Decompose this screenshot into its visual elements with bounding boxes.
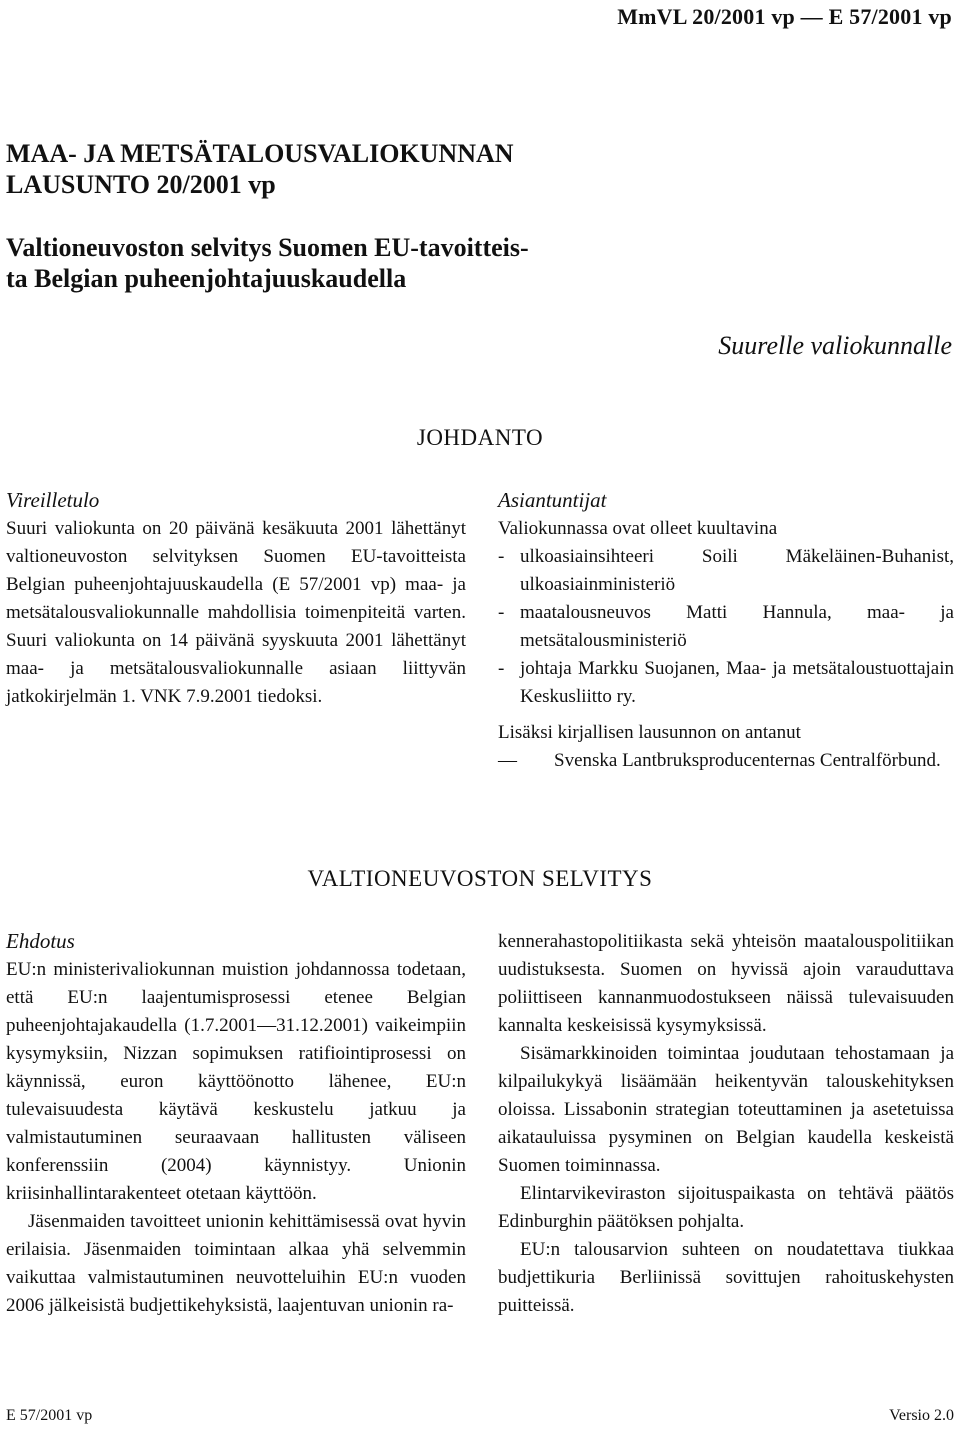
ehdotus-paragraph: Sisämarkkinoiden toimintaa joudutaan tehostamaan ja kilpailukykyä lisäämään heikentyvän talouskehityksen oloissa. Lissabonin strategian toteuttaminen ja asetetuissa aikatauluissa pysyminen on Belgian kaudella keskeistä Suomen toiminnassa. <box>498 1043 954 1176</box>
document-title-line-2: LAUSUNTO 20/2001 vp <box>6 170 276 199</box>
list-marker: - <box>498 546 505 567</box>
list-marker: — <box>498 750 517 771</box>
document-subtitle <box>6 232 906 294</box>
written-statement-text: Svenska Lantbruksproducenternas Centralförbund. <box>554 750 941 771</box>
expert-item <box>498 543 954 599</box>
selvitys-left-column <box>6 926 466 1320</box>
vireilletulo-paragraph: Suuri valiokunta on 20 päivänä kesäkuuta 2001 lähettänyt valtioneuvoston selvityksen Suomen EU-tavoitteista Belgian puheenjohtajuuskaudella (E 57/2001 vp) maa- ja metsätalousvaliokunnalle mahdollisia toimenpiteitä varten. Suuri valiokunta on 14 päivänä syyskuuta 2001 lähettänyt maa- ja metsätalousvaliokunnalle asiaan liittyvän jatkokirjelmän 1. VNK 7.9.2001 tiedoksi. <box>6 518 466 707</box>
asiantuntijat-intro: Valiokunnassa ovat olleet kuultavina <box>498 518 778 539</box>
ehdotus-paragraph: EU:n talousarvion suhteen on noudatettava tiukkaa budjettikuria Berliinissä sovittujen rahoituskehysten puitteissä. <box>498 1239 954 1316</box>
asiantuntijat-heading: Asiantuntijat <box>498 488 607 512</box>
list-marker: - <box>498 602 505 623</box>
ehdotus-paragraph: Elintarvikeviraston sijoituspaikasta on tehtävä päätös Edinburghin päätöksen pohjalta. <box>498 1183 954 1232</box>
addressee: Suurelle valiokunnalle <box>718 331 952 360</box>
expert-text: maatalousneuvos Matti Hannula, maa- ja metsätalousministeriö <box>520 602 954 651</box>
document-title-line-1: MAA- JA METSÄTALOUSVALIOKUNNAN <box>6 139 514 168</box>
johdanto-left-column <box>6 485 466 711</box>
document-subtitle-line-1: Valtioneuvoston selvitys Suomen EU-tavoitteis- <box>6 233 529 262</box>
ehdotus-heading: Ehdotus <box>6 929 75 953</box>
list-marker: - <box>498 658 505 679</box>
section-heading-johdanto: JOHDANTO <box>416 425 544 450</box>
selvitys-right-column <box>498 928 954 1320</box>
expert-text: ulkoasiainsihteeri Soili Mäkeläinen-Buhanist, ulkoasiainministeriö <box>520 546 954 595</box>
ehdotus-paragraph: EU:n ministerivaliokunnan muistion johdannossa todetaan, että EU:n laajentumisprosessi etenee Belgian puheenjohtajakaudella (1.7.2001—31.12.2001) vaikeimpiin kysymyksiin, Nizzan sopimuksen ratifiointiprosessi on käynnissä, euron käyttöönotto lähenee, EU:n tulevaisuudesta käytävä keskustelu jatkuu ja valmistautuminen seuraavaan hallitusten väliseen konferenssiin (2004) käynnistyy. Unionin kriisinhallintarakenteet otetaan käyttöön. <box>6 959 466 1204</box>
document-title <box>6 138 906 200</box>
expert-item <box>498 655 954 711</box>
vireilletulo-heading: Vireilletulo <box>6 488 100 512</box>
written-statement-item <box>498 747 954 775</box>
document-subtitle-line-2: ta Belgian puheenjohtajuuskaudella <box>6 264 407 293</box>
footer-version: Versio 2.0 <box>889 1407 954 1424</box>
footer-doc-ref: E 57/2001 vp <box>6 1407 93 1424</box>
running-header: MmVL 20/2001 vp — E 57/2001 vp <box>617 4 952 29</box>
ehdotus-paragraph: kennerahastopolitiikasta sekä yhteisön maatalouspolitiikan uudistuksesta. Suomen on hyvissä ajoin varauduttava poliittiseen kannanmuodostukseen näissä tulevaisuuden kannalta keskeisissä kysymyksissä. <box>498 931 954 1036</box>
written-statement-intro: Lisäksi kirjallisen lausunnon on antanut <box>498 722 801 743</box>
ehdotus-paragraph: Jäsenmaiden tavoitteet unionin kehittämisessä ovat hyvin erilaisia. Jäsenmaiden toimintaan alkaa yhä selvemmin vaikuttaa valmistautuminen neuvotteluihin EU:n vuoden 2006 jälkeisistä budjettikehyksistä, laajentuvan unionin ra- <box>6 1211 466 1316</box>
expert-item <box>498 599 954 655</box>
johdanto-right-column <box>498 485 954 775</box>
expert-text: johtaja Markku Suojanen, Maa- ja metsätaloustuottajain Keskusliitto ry. <box>520 658 954 707</box>
section-heading-selvitys: VALTIONEUVOSTON SELVITYS <box>307 866 653 891</box>
